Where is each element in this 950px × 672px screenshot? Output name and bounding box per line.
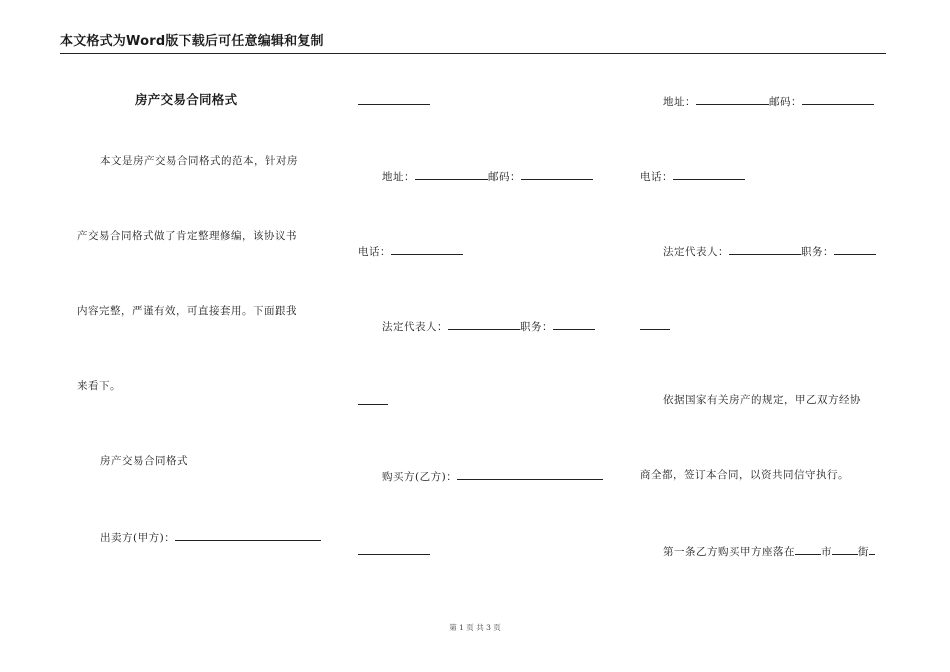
- seller-blank: [175, 529, 321, 541]
- seller-label: 出卖方(甲方)：: [100, 532, 176, 544]
- position-label: 职务：: [520, 321, 553, 333]
- buyer-address-line: [663, 93, 874, 109]
- buyer-line: [382, 468, 603, 484]
- seller-phone-line: [358, 243, 463, 259]
- col2-blank-line-2: [358, 393, 388, 409]
- seller-line: [100, 529, 321, 545]
- col3-blank-line: [640, 318, 670, 334]
- buyer-phone-line: [640, 168, 745, 184]
- article-1-line: 第一条乙方购买甲方座落在 市 街: [663, 543, 875, 559]
- paragraph-line-2: 商全都，签订本合同，以资共同信守执行。: [640, 469, 849, 481]
- document-title: 房产交易合同格式: [135, 92, 238, 107]
- seller-legal-rep-line: [382, 318, 595, 334]
- intro-line-4: 来看下。: [77, 380, 121, 392]
- legal-rep-label: 法定代表人：: [382, 321, 448, 333]
- intro-line-1: 本文是房产交易合同格式的范本，针对房: [100, 155, 298, 167]
- phone-label: 电话：: [640, 171, 673, 183]
- col2-blank-line-1: [358, 93, 430, 109]
- intro-line-2: 产交易合同格式做了肯定整理修编，该协议书: [77, 230, 297, 242]
- page-footer: 第 1 页 共 3 页: [449, 623, 501, 632]
- buyer-label: 购买方(乙方)：: [382, 471, 458, 483]
- legal-rep-label: 法定代表人：: [663, 246, 729, 258]
- postcode-label: 邮码：: [488, 171, 521, 183]
- intro-line-3: 内容完整，严谨有效，可直接套用。下面跟我: [77, 305, 297, 317]
- seller-address-line: [382, 168, 593, 184]
- address-label: 地址：: [382, 171, 415, 183]
- paragraph-line-1: 依据国家有关房产的规定，甲乙双方经协: [663, 394, 861, 406]
- postcode-label: 邮码：: [769, 96, 802, 108]
- phone-label: 电话：: [358, 246, 391, 258]
- address-label: 地址：: [663, 96, 696, 108]
- buyer-blank: [457, 468, 603, 480]
- subtitle: 房产交易合同格式: [100, 455, 188, 467]
- buyer-legal-rep-line: [663, 243, 876, 259]
- page-header: 本文格式为Word版下载后可任意编辑和复制: [60, 34, 886, 54]
- col2-blank-line-3: [358, 543, 430, 559]
- position-label: 职务：: [801, 246, 834, 258]
